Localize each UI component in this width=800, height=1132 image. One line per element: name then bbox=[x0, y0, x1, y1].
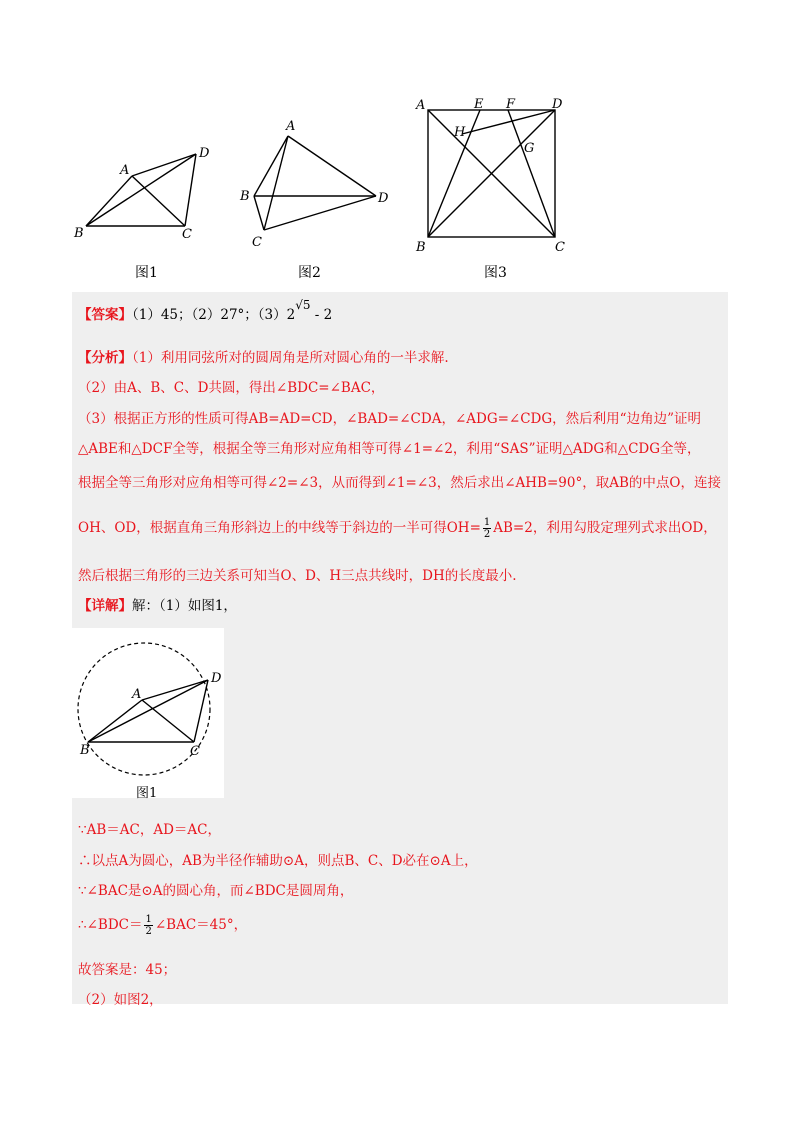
fig3-point-d: D bbox=[552, 97, 563, 112]
analysis-fraction: $\frac{1}{2}$ bbox=[483, 517, 491, 540]
answer-line bbox=[78, 298, 333, 323]
detail-intro: 解：（1）如图1， bbox=[132, 598, 237, 614]
figure-2-caption: 图2 bbox=[298, 265, 321, 281]
analysis-text-6a: OH、OD，根据直角三角形斜边上的中线等于斜边的一半可得OH= bbox=[78, 520, 481, 536]
detail-step-4 bbox=[78, 913, 247, 937]
detail-figure-caption: 图1 bbox=[136, 786, 158, 801]
fig2-point-a: A bbox=[286, 119, 296, 134]
analysis-line-3: （3）根据正方形的性质可得AB=AD=CD，∠BAD=∠CDA，∠ADG=∠CDG，然后利用“边角边”证明 bbox=[78, 411, 701, 427]
detail-figure bbox=[72, 628, 224, 801]
answer-radical: √5 bbox=[295, 298, 311, 312]
detail-part-2: （2）如图2， bbox=[78, 992, 163, 1008]
fig1-point-a: A bbox=[120, 163, 130, 178]
detail-step-2: ∴以点A为圆心，AB为半径作辅助⊙A，则点B、C、D必在⊙A上， bbox=[78, 853, 478, 869]
fig3-point-h: H bbox=[454, 125, 466, 140]
detail-step-4b: ∠BAC＝45°， bbox=[154, 917, 248, 933]
fig3-point-c: C bbox=[555, 240, 565, 255]
analysis-line-4: △ABE和△DCF全等，根据全等三角形对应角相等可得∠1=∠2，利用“SAS”证明△ADG和△CDG全等， bbox=[78, 441, 701, 457]
figure-1 bbox=[72, 140, 222, 240]
fig2-point-c: C bbox=[252, 235, 262, 250]
detail-step-3: ∵∠BAC是⊙A的圆心角，而∠BDC是圆周角， bbox=[78, 883, 354, 899]
analysis-tag: 【分析】 bbox=[78, 350, 132, 366]
fig3-point-f: F bbox=[506, 97, 516, 112]
answer-tag: 【答案】 bbox=[78, 307, 132, 323]
analysis-line-7: 然后根据三角形的三边关系可知当O、D、H三点共线时，DH的长度最小. bbox=[78, 568, 517, 584]
analysis-text-6b: AB=2，利用勾股定理列式求出OD， bbox=[493, 520, 717, 536]
figure-3-caption: 图3 bbox=[484, 265, 507, 281]
analysis-text-1: （1）利用同弦所对的圆周角是所对圆心角的一半求解. bbox=[132, 350, 449, 366]
detail-fraction: $\frac{1}{2}$ bbox=[145, 914, 152, 937]
fig1-point-d: D bbox=[199, 146, 210, 161]
detail-tag: 【详解】 bbox=[78, 598, 132, 614]
fig3-point-g: G bbox=[524, 141, 535, 156]
figure-1-caption: 图1 bbox=[135, 265, 158, 281]
fig3-point-b: B bbox=[416, 240, 426, 255]
answer-text-after: - 2 bbox=[310, 307, 333, 323]
fig2-point-b: B bbox=[240, 189, 250, 204]
fig3-point-e: E bbox=[474, 97, 484, 112]
fig1-point-c: C bbox=[182, 227, 192, 240]
detail-step-1: ∵AB＝AC，AD＝AC， bbox=[78, 822, 221, 838]
detail-step-4a: ∴∠BDC＝ bbox=[78, 917, 143, 933]
figure-3 bbox=[412, 94, 576, 258]
answer-text: （1）45；（2）27°；（3）2 bbox=[132, 307, 296, 323]
detail-point-d: D bbox=[211, 671, 222, 686]
fig2-point-d: D bbox=[378, 191, 389, 206]
analysis-line-2: （2）由A、B、C、D共圆，得出∠BDC=∠BAC， bbox=[78, 380, 385, 396]
detail-intro-line bbox=[78, 594, 237, 614]
detail-result: 故答案是：45； bbox=[78, 962, 177, 978]
detail-point-b: B bbox=[80, 743, 90, 758]
analysis-line-5: 根据全等三角形对应角相等可得∠2=∠3，从而得到∠1=∠3，然后求出∠AHB=90°，取AB的中点O，连接 bbox=[78, 475, 721, 491]
detail-point-c: C bbox=[190, 744, 200, 759]
detail-point-a: A bbox=[132, 687, 142, 702]
analysis-line-1 bbox=[78, 346, 449, 366]
analysis-line-6 bbox=[78, 516, 717, 540]
fig3-point-a: A bbox=[416, 98, 426, 113]
fig1-point-b: B bbox=[74, 226, 84, 240]
figure-2 bbox=[236, 116, 396, 256]
